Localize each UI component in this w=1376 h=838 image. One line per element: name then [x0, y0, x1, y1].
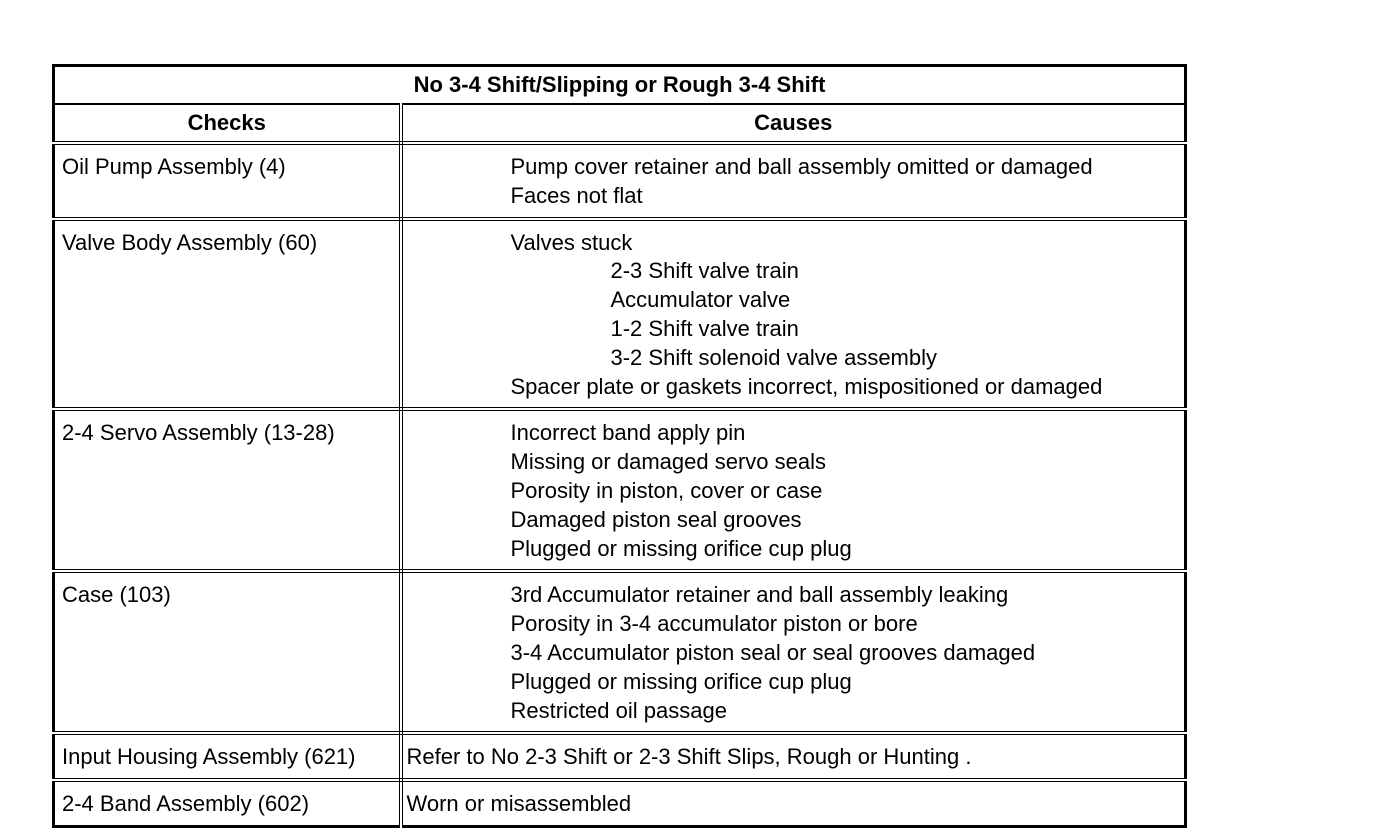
header-checks: Checks: [54, 104, 401, 143]
cause-line: Worn or misassembled: [406, 791, 632, 817]
header-causes: Causes: [401, 104, 1186, 143]
cause-line: Porosity in 3-4 accumulator piston or bore: [510, 611, 918, 637]
cause-line: Spacer plate or gaskets incorrect, mispositioned or damaged: [510, 373, 1103, 399]
cause-line: Refer to No 2-3 Shift or 2-3 Shift Slips, Rough or Hunting .: [406, 744, 972, 770]
cause-subline: 3-2 Shift solenoid valve assembly: [610, 344, 937, 370]
causes-cell: [401, 733, 1186, 780]
causes-cell: [401, 219, 1186, 410]
table-row-case: [54, 571, 1186, 733]
cause-line: Damaged piston seal grooves: [510, 506, 802, 532]
cause-subline: 2-3 Shift valve train: [610, 258, 799, 284]
causes-cell: [401, 143, 1186, 219]
table-row-servo: [54, 409, 1186, 571]
table-row-band: [54, 780, 1186, 826]
causes-cell: [401, 409, 1186, 571]
cause-line: Restricted oil passage: [510, 697, 727, 723]
cause-line: Faces not flat: [510, 182, 643, 208]
table-row-valve-body: [54, 219, 1186, 410]
cause-line: 3rd Accumulator retainer and ball assembly leaking: [510, 582, 1009, 608]
table-row-input-housing: [54, 733, 1186, 780]
cause-line: Incorrect band apply pin: [510, 420, 746, 446]
cause-line: Porosity in piston, cover or case: [510, 477, 823, 503]
table-row-oil-pump: [54, 143, 1186, 219]
diagnosis-table: [52, 64, 1187, 828]
check-cell: Valve Body Assembly (60): [54, 219, 401, 410]
check-cell: 2-4 Band Assembly (602): [54, 780, 401, 826]
check-cell: Case (103): [54, 571, 401, 733]
cause-line: Pump cover retainer and ball assembly omitted or damaged: [510, 154, 1093, 179]
cause-line: 3-4 Accumulator piston seal or seal grooves damaged: [510, 639, 1036, 665]
table-header-row: [54, 104, 1186, 143]
table-title-row: [54, 66, 1186, 105]
cause-subline: 1-2 Shift valve train: [610, 315, 799, 341]
diagnosis-table-container: [52, 64, 1187, 828]
table-title: No 3-4 Shift/Slipping or Rough 3-4 Shift: [54, 66, 1186, 105]
check-cell: Oil Pump Assembly (4): [54, 143, 401, 219]
check-cell: Input Housing Assembly (621): [54, 733, 401, 780]
cause-subline: Accumulator valve: [610, 287, 791, 313]
cause-line: Valves stuck: [510, 229, 633, 255]
cause-line: Missing or damaged servo seals: [510, 449, 826, 475]
causes-cell: [401, 780, 1186, 826]
causes-cell: [401, 571, 1186, 733]
cause-line: Plugged or missing orifice cup plug: [510, 535, 852, 561]
cause-line: Plugged or missing orifice cup plug: [510, 668, 852, 694]
check-cell: 2-4 Servo Assembly (13-28): [54, 409, 401, 571]
